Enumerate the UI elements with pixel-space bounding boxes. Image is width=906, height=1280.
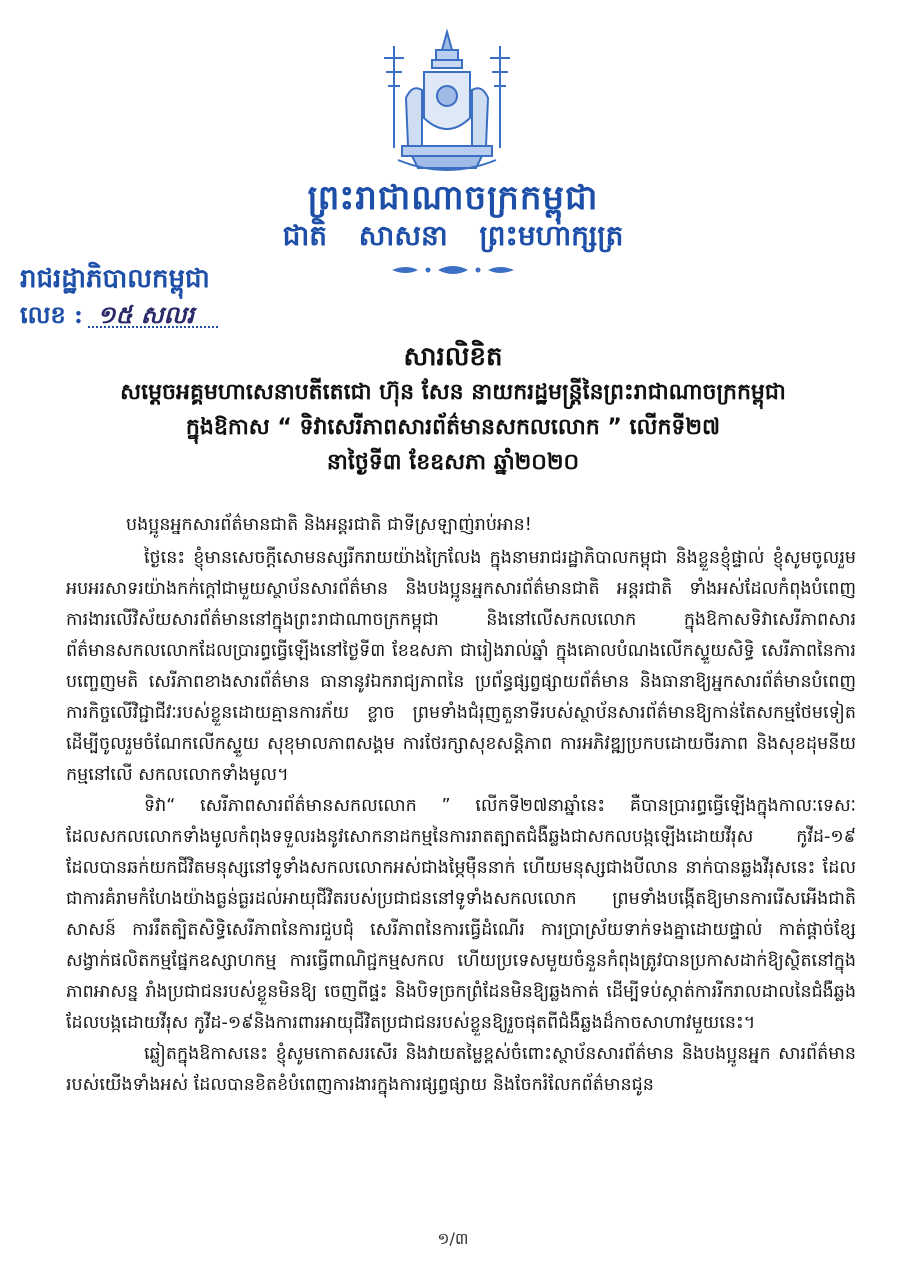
ornament-divider-icon <box>388 262 518 278</box>
heading-line-2: ក្នុងឱកាស “ ទិវាសេរីភាពសារព័ត៌មានសកលលោក ” លើកទី២៧ <box>185 415 721 440</box>
motto-religion: សាសនា <box>358 219 448 252</box>
paragraph: ថ្ងៃនេះ ខ្ញុំមានសេចក្តីសោមនស្សរីករាយយ៉ាងក្រៃលែង ក្នុងនាមរាជរដ្ឋាភិបាលកម្ពុជា និងខ្លួនខ្ញុំផ្ទាល់ ខ្ញុំសូមចូលរួមអបអរសាទរយ៉ាងកក់ក្តៅជាមួយស្ថាប័នសារព័ត៌មាន និងបងប្អូនអ្នកសារព័ត៌មានជាតិ អន្តរជាតិ ទាំងអស់ដែលកំពុងបំពេញការងារលើវិស័យសារព័ត៌មាននៅក្នុងព្រះរាជាណាចក្រកម្ពុជា និងនៅលើសកលលោក ក្នុងឱកាសទិវាសេរីភាពសារព័ត៌មានសកលលោកដែលប្រារព្ធធ្វើឡើងនៅថ្ងៃទី៣ ខែឧសភា ជារៀងរាល់ឆ្នាំ ក្នុងគោលបំណងលើកស្ទួយសិទ្ធិ សេរីភាពនៃការបញ្ចេញមតិ សេរីភាពខាងសារព័ត៌មាន ធានានូវឯករាជ្យភាពនៃ ប្រព័ន្ធផ្សព្វផ្សាយព័ត៌មាន និងធានាឱ្យអ្នកសារព័ត៌មានបំពេញការកិច្ចលើវិជ្ជាជីវៈរបស់ខ្លួនដោយគ្មានការភ័យ ខ្លាច ព្រមទាំងជំរុញតួនាទីរបស់ស្ថាប័នសារព័ត៌មានឱ្យកាន់តែសកម្មថែមទៀត ដើម្បីចូលរួមចំណែកលើកស្ទួយ សុខុមាលភាពសង្គម ការថែរក្សាសុខសន្តិភាព ការអភិវឌ្ឍប្រកបដោយចីរភាព និងសុខដុមនីយកម្មនៅលើ សកលលោកទាំងមូល។ <box>66 548 856 785</box>
paragraph: ឆ្លៀតក្នុងឱកាសនេះ ខ្ញុំសូមកោតសរសើរ និងវាយតម្លៃខ្ពស់ចំពោះស្ថាប័នសារព័ត៌មាន និងបងប្អូនអ្នក សារព័ត៌មានរបស់យើងទាំងអស់ ដែលបានខិតខំបំពេញការងារក្នុងការផ្សព្វផ្សាយ និងចែករំលែកព័ត៌មានជូន <box>66 1044 856 1095</box>
royal-emblem-icon <box>372 28 522 176</box>
paragraph: ទិវា“ សេរីភាពសារព័ត៌មានសកលលោក ” លើកទី២៧នាឆ្នាំនេះ គឺបានប្រារព្ធធ្វើឡើងក្នុងកាលៈទេសៈ ដែលសកលលោកទាំងមូលកំពុងទទួលរងនូវសោកនាដកម្មនៃការរាតត្បាតជំងឺឆ្លងជាសកលបង្កឡើងដោយវីរុស កូវីដ-១៩ ដែលបានឆក់យកជីវិតមនុស្សនៅទូទាំងសកលលោកអស់ជាងម្ភៃម៉ឺននាក់ ហើយមនុស្សជាងបីលាន នាក់បានឆ្លងវីរុសនេះ ដែលជាការគំរាមកំហែងយ៉ាងធ្ងន់ធ្ងរដល់អាយុជីវិតរបស់ប្រជាជននៅទូទាំងសកលលោក ព្រមទាំងបង្កើតឱ្យមានការរើសអើងជាតិសាសន៍ ការរឹតត្បិតសិទ្ធិសេរីភាពនៃការជួបជុំ សេរីភាពនៃការធ្វើដំណើរ ការប្រាស្រ័យទាក់ទងគ្នាដោយផ្ទាល់ កាត់ផ្តាច់ខ្សែសង្វាក់ផលិតកម្មផ្នែកឧស្សាហកម្ម ការធ្វើពាណិជ្ជកម្មសកល ហើយប្រទេសមួយចំនួនកំពុងត្រូវបានប្រកាសដាក់ឱ្យស្ថិតនៅក្នុងភាពអាសន្ន រាំងប្រជាជនរបស់ខ្លួនមិនឱ្យ ចេញពីផ្ទះ និងបិទច្រកព្រំដែនមិនឱ្យឆ្លងកាត់ ដើម្បីទប់ស្កាត់ការរីករាលដាលនៃជំងឺឆ្លងដែលបង្កដោយវីរុស កូវីដ-១៩និងការពារអាយុជីវិតប្រជាជនរបស់ខ្លួនឱ្យរួចផុតពីជំងឺឆ្លងដ៏កាចសាហាវមួយនេះ។ <box>66 796 856 1033</box>
kingdom-title: ព្រះរាជាណាចក្រកម្ពុជា <box>307 178 599 218</box>
national-motto <box>0 218 906 259</box>
greeting: បងប្អូនអ្នកសារព័ត៌មានជាតិ និងអន្តរជាតិ ជាទីស្រឡាញ់រាប់អាន! <box>126 515 532 535</box>
letter-body <box>66 510 856 1101</box>
reference-value: ១៥ សលរ <box>97 300 195 329</box>
page-number: ១/៣ <box>437 1229 469 1248</box>
document-title: សារលិខិត <box>403 342 503 372</box>
reference-label: លេខ : <box>20 300 83 329</box>
reference-number <box>20 300 194 335</box>
heading-date: នាថ្ងៃទី៣ ខែឧសភា ឆ្នាំ២០២០ <box>326 450 580 475</box>
motto-king: ព្រះមហាក្សត្រ <box>479 219 624 252</box>
reference-dotted-line <box>88 326 218 328</box>
heading-line-1: សម្តេចអគ្គមហាសេនាបតីតេជោ ហ៊ុន សែន នាយករដ្ឋមន្ត្រីនៃព្រះរាជាណាចក្រកម្ពុជា <box>120 380 786 405</box>
motto-nation: ជាតិ <box>282 219 328 252</box>
issuing-authority: រាជរដ្ឋាភិបាលកម្ពុជា <box>20 264 210 294</box>
